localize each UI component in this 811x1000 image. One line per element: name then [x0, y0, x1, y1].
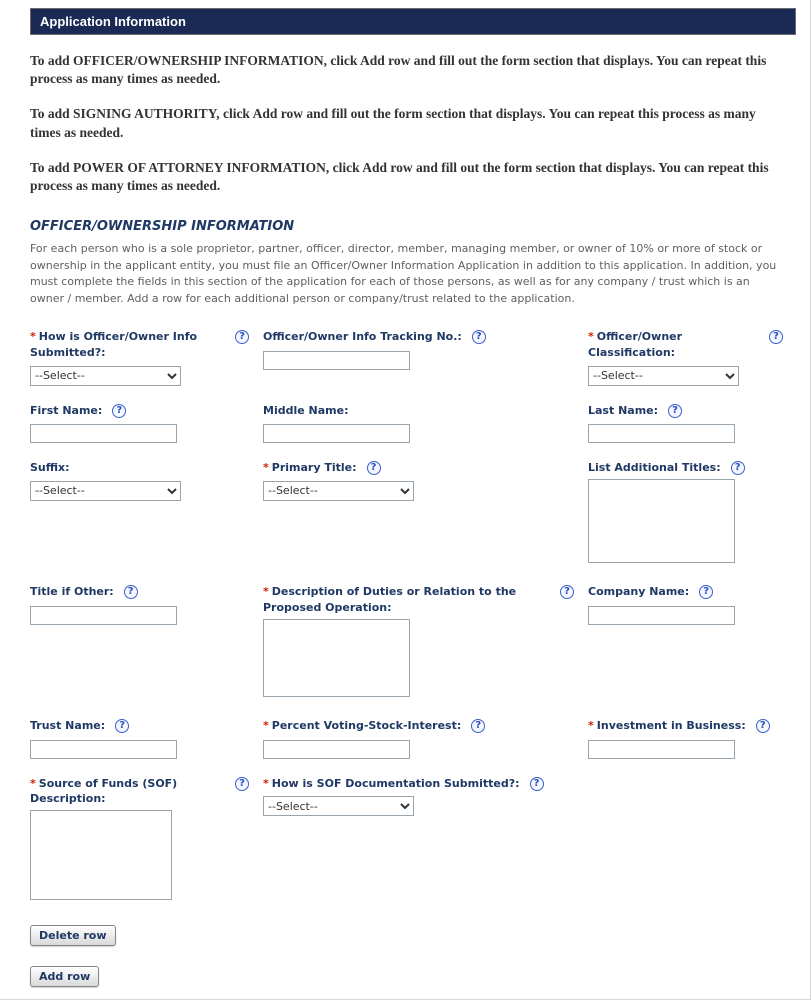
label-row — [30, 776, 263, 807]
label-row — [263, 718, 588, 733]
officer-owner-form-grid — [30, 329, 796, 904]
field-label — [263, 460, 357, 475]
label-row — [30, 329, 263, 360]
field-label — [263, 776, 520, 791]
field-label — [263, 403, 348, 418]
add-row-button[interactable]: Add row — [30, 966, 99, 987]
delete-row-container — [30, 924, 796, 946]
field-label — [588, 584, 689, 599]
field-label-text: Company Name: — [588, 585, 690, 599]
help-icon[interactable]: ? — [472, 330, 486, 344]
field-company-name — [588, 584, 797, 624]
label-row — [588, 460, 797, 475]
required-marker: * — [263, 719, 269, 733]
field-label-text: Title if Other: — [30, 585, 114, 599]
field-middle-name — [263, 403, 588, 443]
field-primary-title — [263, 460, 588, 501]
add-row-container — [30, 965, 796, 987]
label-row — [30, 584, 263, 599]
label-row — [588, 403, 797, 418]
field-label — [263, 584, 553, 615]
field-label — [588, 329, 748, 360]
field-label — [30, 403, 102, 418]
field-label-text: How is SOF Documentation Submitted?: — [271, 776, 520, 790]
field-label-text: List Additional Titles: — [588, 460, 721, 474]
help-icon[interactable]: ? — [115, 719, 129, 733]
first-name-input[interactable] — [30, 424, 177, 443]
field-last-name — [588, 403, 797, 443]
field-how-submitted — [30, 329, 263, 385]
help-icon[interactable]: ? — [367, 461, 381, 475]
help-icon[interactable]: ? — [731, 461, 745, 475]
label-row — [30, 460, 263, 475]
field-duties — [263, 584, 588, 701]
field-label-text: First Name: — [30, 403, 103, 417]
field-first-name — [30, 403, 263, 443]
label-row — [263, 460, 588, 475]
field-suffix — [30, 460, 263, 501]
help-icon[interactable]: ? — [530, 777, 544, 791]
help-icon[interactable]: ? — [699, 585, 713, 599]
field-label-text: Suffix: — [30, 460, 70, 474]
field-label — [30, 718, 105, 733]
instruction-paragraph: To add POWER OF ATTORNEY INFORMATION, click Add row and fill out the form section that displays. You can repeat this process as many times as needed. — [30, 159, 769, 194]
field-label — [30, 584, 114, 599]
required-marker: * — [30, 330, 36, 344]
primary-title-select[interactable] — [263, 481, 414, 501]
required-marker: * — [263, 460, 269, 474]
sof-description-textarea[interactable] — [30, 810, 172, 900]
field-label — [588, 460, 721, 475]
required-marker: * — [588, 330, 594, 344]
section-header-bar — [30, 8, 796, 35]
field-label-text: Last Name: — [588, 403, 659, 417]
label-row — [263, 329, 588, 344]
field-trust-name — [30, 718, 263, 758]
field-label — [263, 329, 462, 344]
last-name-input[interactable] — [588, 424, 735, 443]
duties-textarea[interactable] — [263, 619, 410, 697]
field-label-text: Primary Title: — [271, 460, 357, 474]
field-label — [588, 718, 746, 733]
classification-select[interactable] — [588, 366, 739, 386]
field-label-text: Middle Name: — [263, 403, 349, 417]
field-label-text: Investment in Business: — [596, 719, 746, 733]
how-submitted-select[interactable] — [30, 366, 181, 386]
help-icon[interactable]: ? — [471, 719, 485, 733]
sof-submitted-select[interactable] — [263, 796, 414, 816]
field-additional-titles — [588, 460, 797, 567]
tracking-no-input[interactable] — [263, 351, 410, 370]
help-icon[interactable]: ? — [668, 404, 682, 418]
label-row — [588, 584, 797, 599]
required-marker: * — [263, 776, 269, 790]
label-row — [263, 584, 588, 615]
section-title: OFFICER/OWNERSHIP INFORMATION — [30, 219, 295, 235]
middle-name-input[interactable] — [263, 424, 410, 443]
help-icon[interactable]: ? — [112, 404, 126, 418]
field-tracking-no — [263, 329, 588, 369]
field-label-text: Description of Duties or Relation to the Proposed Operation: — [263, 585, 517, 614]
page-title: Application Information — [40, 14, 186, 29]
company-name-input[interactable] — [588, 606, 735, 625]
label-row — [30, 403, 263, 418]
section-description: For each person who is a sole proprietor, partner, officer, director, member, managing member, or owner of 10% or more of stock or ownership in the applicant entity, you must file an Officer/Owner Information Application in addition to this application. In addition, you must complete the fields in this section of the application for each of those persons, as well as for any company / trust which is an owner / member. Add a row for each additional person or company/trust related to the application. — [30, 242, 777, 305]
field-classification — [588, 329, 797, 385]
instruction-paragraph: To add OFFICER/OWNERSHIP INFORMATION, click Add row and fill out the form section that displays. You can repeat this process as many times as needed. — [30, 53, 767, 87]
delete-row-button[interactable]: Delete row — [30, 925, 116, 946]
trust-name-input[interactable] — [30, 740, 177, 759]
field-percent-voting — [263, 718, 588, 758]
field-label-text: Officer/Owner Classification: — [588, 330, 683, 359]
field-sof-description — [30, 776, 263, 905]
field-label — [30, 329, 205, 360]
instruction-paragraph: To add SIGNING AUTHORITY, click Add row and fill out the form section that displays. You can repeat this process as many times as needed. — [30, 106, 756, 140]
label-row — [263, 776, 588, 791]
field-sof-submitted — [263, 776, 588, 817]
field-label — [30, 460, 70, 475]
required-marker: * — [30, 776, 36, 790]
field-label-text: Officer/Owner Info Tracking No.: — [263, 330, 462, 344]
investment-input[interactable] — [588, 740, 735, 759]
field-investment — [588, 718, 797, 758]
title-if-other-input[interactable] — [30, 606, 177, 625]
help-icon[interactable]: ? — [756, 719, 770, 733]
field-title-if-other — [30, 584, 263, 624]
label-row — [588, 718, 797, 733]
field-label-text: Source of Funds (SOF) Description: — [30, 776, 178, 805]
percent-voting-input[interactable] — [263, 740, 410, 759]
required-marker: * — [588, 719, 594, 733]
field-label-text: How is Officer/Owner Info Submitted?: — [30, 330, 198, 359]
field-label-text: Percent Voting-Stock-Interest: — [271, 719, 462, 733]
label-row — [263, 403, 588, 418]
field-label — [588, 403, 658, 418]
field-label — [263, 718, 461, 733]
suffix-select[interactable] — [30, 481, 181, 501]
help-icon[interactable]: ? — [235, 777, 249, 791]
label-row — [30, 718, 263, 733]
field-label-text: Trust Name: — [30, 719, 106, 733]
label-row — [588, 329, 797, 360]
help-icon[interactable]: ? — [769, 330, 783, 344]
field-label — [30, 776, 195, 807]
additional-titles-textarea[interactable] — [588, 479, 735, 563]
help-icon[interactable]: ? — [124, 585, 138, 599]
help-icon[interactable]: ? — [235, 330, 249, 344]
help-icon[interactable]: ? — [560, 585, 574, 599]
required-marker: * — [263, 585, 269, 599]
